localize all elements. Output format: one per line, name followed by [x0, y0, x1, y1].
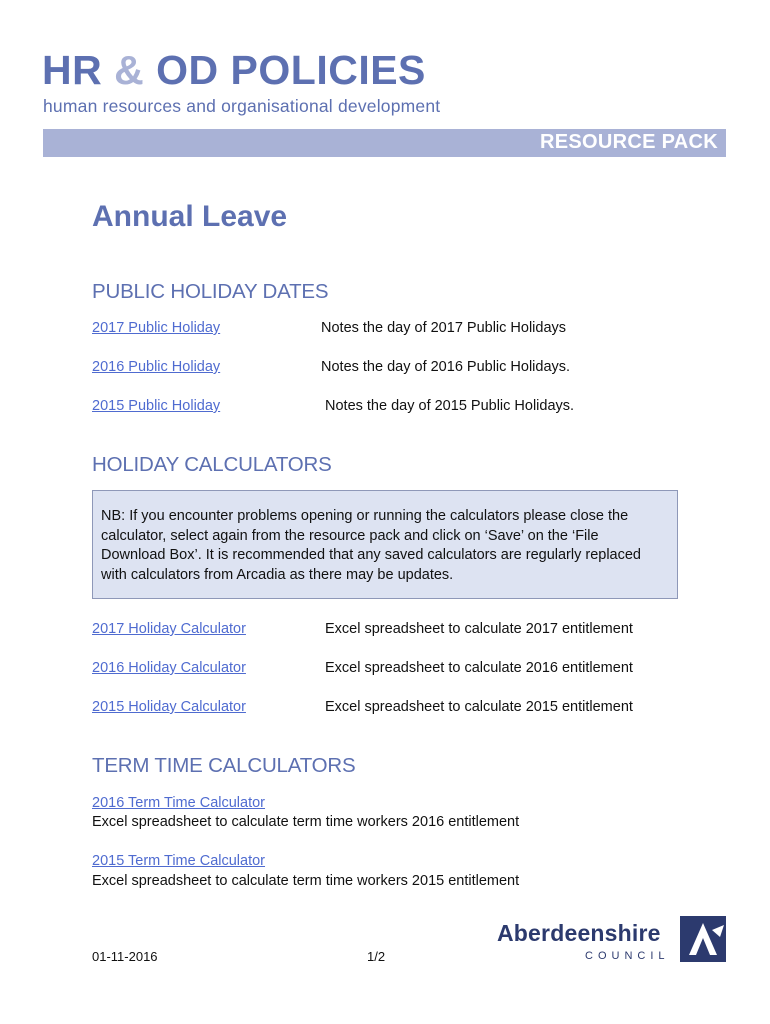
section-heading-public-holidays: PUBLIC HOLIDAY DATES	[92, 280, 329, 303]
desc-2017-holiday-calculator: Excel spreadsheet to calculate 2017 entitlement	[325, 621, 633, 637]
link-2017-public-holiday[interactable]: 2017 Public Holiday	[92, 320, 221, 336]
aberdeenshire-council-logo-icon	[680, 916, 726, 962]
page-title: Annual Leave	[92, 200, 288, 233]
link-2017-holiday-calculator[interactable]: 2017 Holiday Calculator	[92, 621, 246, 637]
desc-2015-term-time-calculator: Excel spreadsheet to calculate term time workers 2015 entitlement	[92, 873, 520, 889]
title-ampersand: &	[114, 47, 145, 93]
link-2016-term-time-calculator[interactable]: 2016 Term Time Calculator	[92, 795, 266, 811]
title-part-hr: HR	[42, 47, 103, 93]
link-2016-public-holiday[interactable]: 2016 Public Holiday	[92, 359, 221, 375]
link-2016-holiday-calculator[interactable]: 2016 Holiday Calculator	[92, 660, 246, 676]
banner-label: RESOURCE PACK	[540, 131, 718, 153]
calculator-note-text: NB: If you encounter problems opening or running the calculators please close the calculator, select again from the resource pack and click on ‘Save’ on the ‘File Download Box’. It is recommended that any saved calculators are regularly replaced with calculators from Arcadia as there may be updates.	[101, 508, 641, 583]
desc-2016-public-holiday: Notes the day of 2016 Public Holidays.	[321, 359, 571, 375]
section-heading-holiday-calculators: HOLIDAY CALCULATORS	[92, 453, 332, 476]
link-2015-holiday-calculator[interactable]: 2015 Holiday Calculator	[92, 699, 246, 715]
desc-2016-term-time-calculator: Excel spreadsheet to calculate term time workers 2016 entitlement	[92, 814, 520, 830]
document-title	[42, 46, 426, 94]
footer-date: 01-11-2016	[92, 949, 158, 964]
desc-2015-holiday-calculator: Excel spreadsheet to calculate 2015 entitlement	[325, 699, 633, 715]
document-subtitle: human resources and organisational development	[43, 96, 441, 116]
footer-page-number: 1/2	[367, 949, 386, 964]
desc-2015-public-holiday: Notes the day of 2015 Public Holidays.	[325, 398, 575, 414]
calculator-note-box	[92, 490, 678, 599]
section-heading-term-time: TERM TIME CALCULATORS	[92, 754, 356, 777]
link-2015-term-time-calculator[interactable]: 2015 Term Time Calculator	[92, 853, 266, 869]
desc-2016-holiday-calculator: Excel spreadsheet to calculate 2016 entitlement	[325, 660, 633, 676]
resource-pack-banner	[43, 129, 726, 157]
title-part-od-policies: OD POLICIES	[156, 47, 426, 93]
council-logo-name: Aberdeenshire	[497, 920, 661, 946]
desc-2017-public-holiday: Notes the day of 2017 Public Holidays	[321, 320, 567, 336]
logo-mark-background	[680, 916, 726, 962]
council-logo-subtitle: COUNCIL	[585, 950, 670, 962]
link-2015-public-holiday[interactable]: 2015 Public Holiday	[92, 398, 221, 414]
